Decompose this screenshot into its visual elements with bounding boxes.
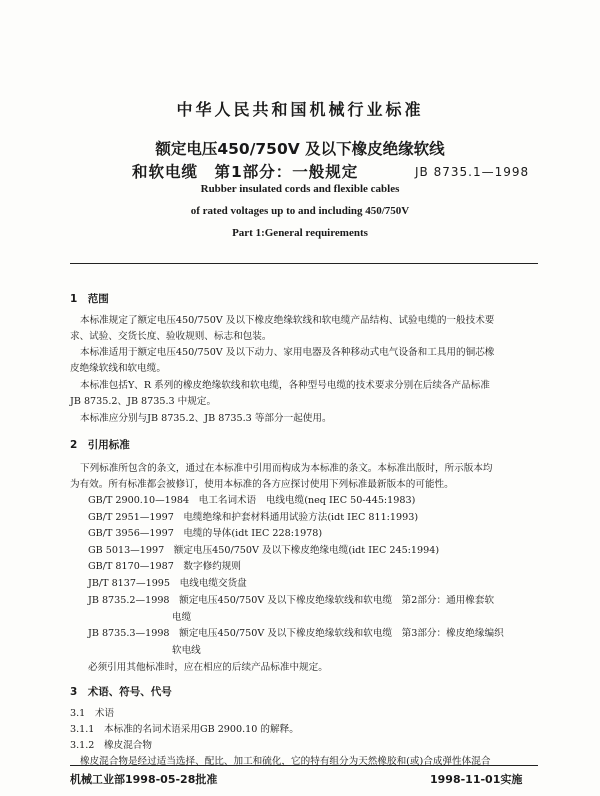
scope-paragraph-1-line-2: 求、试验、交货长度、验收规则、标志和包装。: [70, 331, 272, 342]
subsection-3-1: 3.1 术语: [70, 708, 115, 719]
reference-item: GB/T 2900.10—1984 电工名词术语 电线电缆(neq IEC 50-445:1983): [88, 495, 416, 506]
scope-paragraph-3-line-1: 本标准包括Y、R 系列的橡皮绝缘软线和软电缆，各种型号电缆的技术要求分别在后续各产品标准: [80, 380, 490, 391]
references-closing: 必须引用其他标准时，应在相应的后续产品标准中规定。: [88, 662, 328, 673]
reference-item-7-line-1: JB 8735.2—1998 额定电压450/750V 及以下橡皮绝缘软线和软电缆 第2部分：通用橡套软: [88, 595, 495, 606]
section-1-heading: 1 范围: [70, 293, 109, 305]
scope-paragraph-2-line-2: 皮绝缘软线和软电缆。: [70, 363, 166, 374]
approval-date: 机械工业部1998-05-28批准: [70, 773, 218, 786]
subsection-3-1-2: 3.1.2 橡皮混合物: [70, 740, 152, 751]
english-title-line-3: Part 1:General requirements: [232, 227, 368, 239]
reference-item-7-line-2: 电缆: [172, 612, 192, 623]
reference-item: GB/T 3956—1997 电缆的导体(idt IEC 228:1978): [88, 528, 323, 539]
scope-paragraph-4: 本标准应分别与JB 8735.2、JB 8735.3 等部分一起使用。: [80, 413, 332, 424]
standard-code: JB 8735.1—1998: [415, 165, 530, 179]
english-title-line-2: of rated voltages up to and including 450/750V: [190, 205, 410, 217]
reference-item: GB/T 2951—1997 电缆绝缘和护套材料通用试验方法(idt IEC 811:1993): [88, 512, 419, 523]
reference-item-8-line-2: 软电线: [172, 645, 201, 656]
scope-paragraph-2-line-1: 本标准适用于额定电压450/750V 及以下动力、家用电器及各种移动式电气设备和工具用的铜芯橡: [80, 347, 495, 358]
issuing-organization: 中华人民共和国机械行业标准: [176, 100, 424, 119]
reference-item-8-line-1: JB 8735.3—1998 额定电压450/750V 及以下橡皮绝缘软线和软电缆 第3部分：橡皮绝缘编织: [88, 628, 504, 639]
title-divider: [70, 263, 538, 264]
effective-date: 1998-11-01实施: [430, 773, 523, 786]
scope-paragraph-1-line-1: 本标准规定了额定电压450/750V 及以下橡皮绝缘软线和软电缆产品结构、试验电缆的一般技术要: [80, 315, 495, 326]
chinese-title-line-2: 和软电缆 第1部分：一般规定: [132, 163, 359, 181]
chinese-title-line-1: 额定电压450/750V 及以下橡皮绝缘软线: [155, 140, 445, 158]
english-title-line-1: Rubber insulated cords and flexible cables: [200, 183, 400, 195]
scope-paragraph-3-line-2: JB 8735.2、JB 8735.3 中规定。: [70, 396, 217, 407]
section-3-heading: 3 术语、符号、代号: [70, 686, 172, 698]
footer-divider: [70, 765, 538, 766]
references-intro-line-1: 下列标准所包含的条文，通过在本标准中引用而构成为本标准的条文。本标准出版时，所示版本均: [80, 463, 493, 474]
subsection-3-1-1: 3.1.1 本标准的名词术语采用GB 2900.10 的解释。: [70, 724, 299, 735]
reference-item: GB 5013—1997 额定电压450/750V 及以下橡皮绝缘电缆(idt IEC 245:1994): [88, 545, 440, 556]
section-2-heading: 2 引用标准: [70, 439, 130, 451]
reference-item: GB/T 8170—1987 数字修约规则: [88, 561, 241, 572]
reference-item: JB/T 8137—1995 电线电缆交货盘: [88, 578, 247, 589]
subsection-3-1-2-text: 橡皮混合物是经过适当选择、配比、加工和硫化，它的特有组分为天然橡胶和(或)合成弹性体混合: [80, 756, 491, 767]
references-intro-line-2: 为有效。所有标准都会被修订，使用本标准的各方应探讨使用下列标准最新版本的可能性。: [70, 479, 454, 490]
